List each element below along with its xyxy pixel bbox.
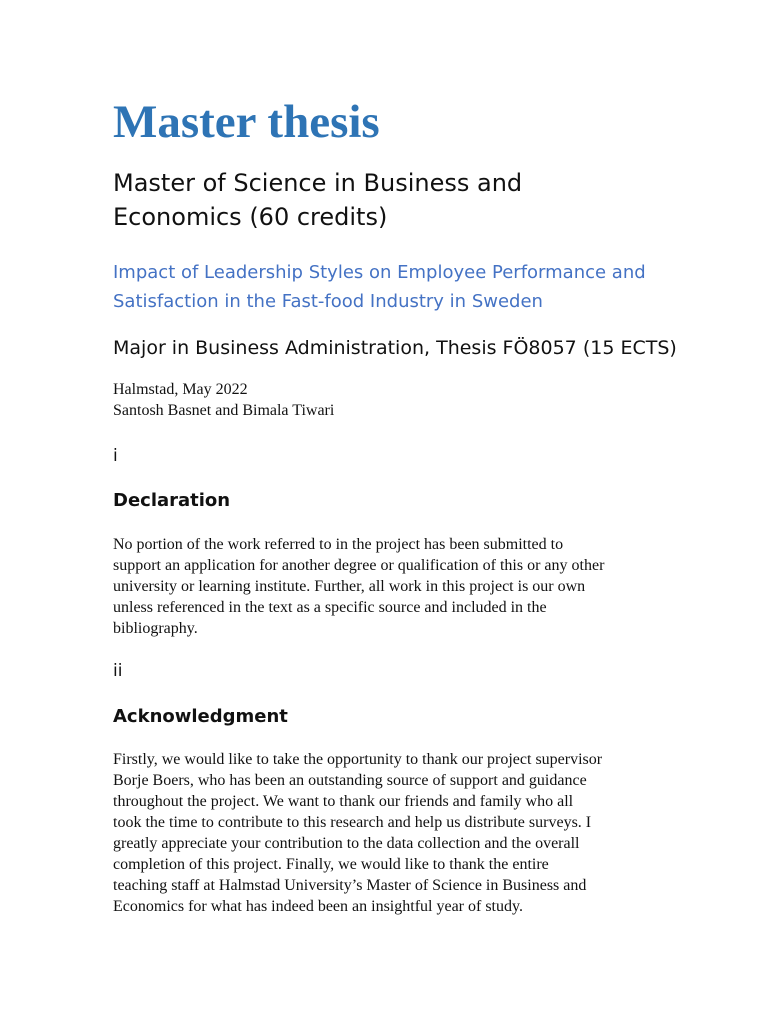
declaration-line: support an application for another degree or qualification of this or any other xyxy=(113,557,605,574)
thesis-topic-line: Satisfaction in the Fast-food Industry in Sweden xyxy=(113,291,543,312)
acknowledgment-line: teaching staff at Halmstad University’s Master of Science in Business and xyxy=(113,877,587,894)
thesis-topic-line: Impact of Leadership Styles on Employee Performance and xyxy=(113,262,646,283)
declaration-line: No portion of the work referred to in the project has been submitted to xyxy=(113,536,564,553)
acknowledgment-line: throughout the project. We want to thank our friends and family who all xyxy=(113,793,574,810)
degree-program-line: Master of Science in Business and xyxy=(113,169,523,197)
declaration-line: unless referenced in the text as a specific source and included in the xyxy=(113,599,547,616)
acknowledgment-line: Economics for what has indeed been an insightful year of study. xyxy=(113,898,523,915)
declaration-line: bibliography. xyxy=(113,620,198,637)
acknowledgment-text xyxy=(113,749,673,917)
page-marker-ii: ii xyxy=(113,661,123,681)
acknowledgment-line: completion of this project. Finally, we would like to thank the entire xyxy=(113,856,549,873)
acknowledgment-line: greatly appreciate your contribution to the data collection and the overall xyxy=(113,835,580,852)
place-date: Halmstad, May 2022 xyxy=(113,381,248,398)
document-title: Master thesis xyxy=(113,96,380,148)
thesis-meta xyxy=(113,379,334,421)
degree-program xyxy=(113,166,673,234)
acknowledgment-line: Firstly, we would like to take the opportunity to thank our project supervisor xyxy=(113,751,603,768)
declaration-text xyxy=(113,534,673,639)
acknowledgment-line: Borje Boers, who has been an outstanding source of support and guidance xyxy=(113,772,587,789)
major-line: Major in Business Administration, Thesis FÖ8057 (15 ECTS) xyxy=(113,337,677,359)
acknowledgment-line: took the time to contribute to this research and help us distribute surveys. I xyxy=(113,814,592,831)
degree-program-line: Economics (60 credits) xyxy=(113,203,388,231)
acknowledgment-heading: Acknowledgment xyxy=(113,706,288,727)
declaration-line: university or learning institute. Further, all work in this project is our own xyxy=(113,578,586,595)
authors: Santosh Basnet and Bimala Tiwari xyxy=(113,402,335,419)
thesis-topic xyxy=(113,258,713,316)
page-marker-i: i xyxy=(113,446,118,466)
declaration-heading: Declaration xyxy=(113,490,231,511)
